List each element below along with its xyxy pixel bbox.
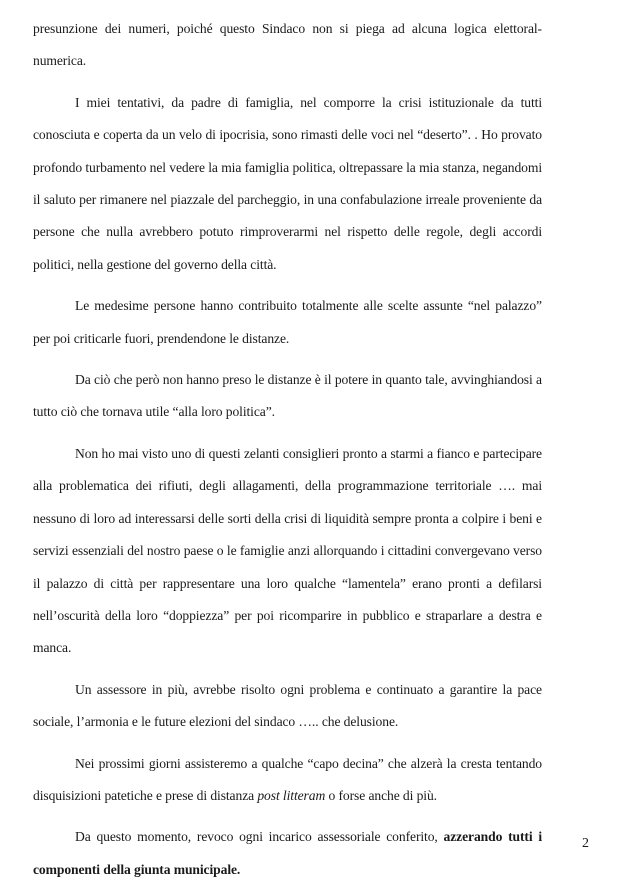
paragraph-5-text: Non ho mai visto uno di questi zelanti consiglieri pronto a starmi a fianco e partecipare alla problematica dei rifiuti, degli allagamenti, della programmazione territoriale …. mai nessuno di loro ad interessarsi delle sorti della crisi di liquidità sempre pronta a colpire i beni e servizi essenziali del nostro paese o le famiglie anzi allorquando i cittadini convergevano verso il palazzo di città per rappresentare una loro qualche “lamentela” erano pronti a defilarsi nell’oscurità della loro “doppiezza” per poi ricomparire in pubblico e straparlare a destra e manca. bbox=[33, 445, 542, 656]
paragraph-2-text: I miei tentativi, da padre di famiglia, nel comporre la crisi istituzionale da tutti conosciuta e coperta da un velo di ipocrisia, sono rimasti delle voci nel “deserto”. . Ho provato profondo turbamento nel vedere la mia famiglia politica, oltrepassare la mia stanza, negandomi il saluto per rimanere nel piazzale del parcheggio, in una confabulazione irreale proveniente da persone che nulla avrebbero potuto rimproverarmi nel rispetto delle regole, degli accordi politici, nella gestione del governo della città. bbox=[33, 94, 542, 272]
paragraph-7-text-start: Nei prossimi giorni assisteremo a qualche “capo decina” che alzerà la cresta tentando disquisizioni patetiche e prese di distanza bbox=[33, 755, 542, 803]
paragraph-8-bold-phrase: azzerando tutti i componenti della giunta municipale. bbox=[33, 829, 542, 877]
paragraph-7 bbox=[33, 748, 542, 813]
paragraph-7-italic-phrase: post litteram bbox=[257, 787, 326, 803]
paragraph-8-text-start: Da questo momento, revoco ogni incarico assessoriale conferito, bbox=[75, 829, 444, 845]
paragraph-4 bbox=[33, 364, 542, 429]
paragraph-3 bbox=[33, 290, 542, 355]
paragraph-6-text: Un assessore in più, avrebbe risolto ogni problema e continuato a garantire la pace sociale, l’armonia e le future elezioni del sindaco ….. che delusione. bbox=[33, 681, 542, 730]
document-body bbox=[33, 13, 542, 895]
paragraph-4-text: Da ciò che però non hanno preso le distanze è il potere in quanto tale, avvinghiandosi a tutto ciò che tornava utile “alla loro politica”. bbox=[33, 372, 542, 420]
paragraph-2 bbox=[33, 87, 542, 281]
paragraph-1 bbox=[33, 13, 542, 78]
paragraph-3-text: Le medesime persone hanno contribuito totalmente alle scelte assunte “nel palazzo” per poi criticarle fuori, prendendone le distanze. bbox=[33, 298, 542, 346]
page-number: 2 bbox=[582, 836, 589, 851]
paragraph-8 bbox=[33, 821, 542, 886]
paragraph-5 bbox=[33, 438, 542, 665]
paragraph-6 bbox=[33, 674, 542, 739]
paragraph-1-text: presunzione dei numeri, poiché questo Sindaco non si piega ad alcuna logica elettoral-numerica. bbox=[33, 21, 542, 69]
paragraph-7-text-end: o forse anche di più. bbox=[325, 787, 437, 803]
